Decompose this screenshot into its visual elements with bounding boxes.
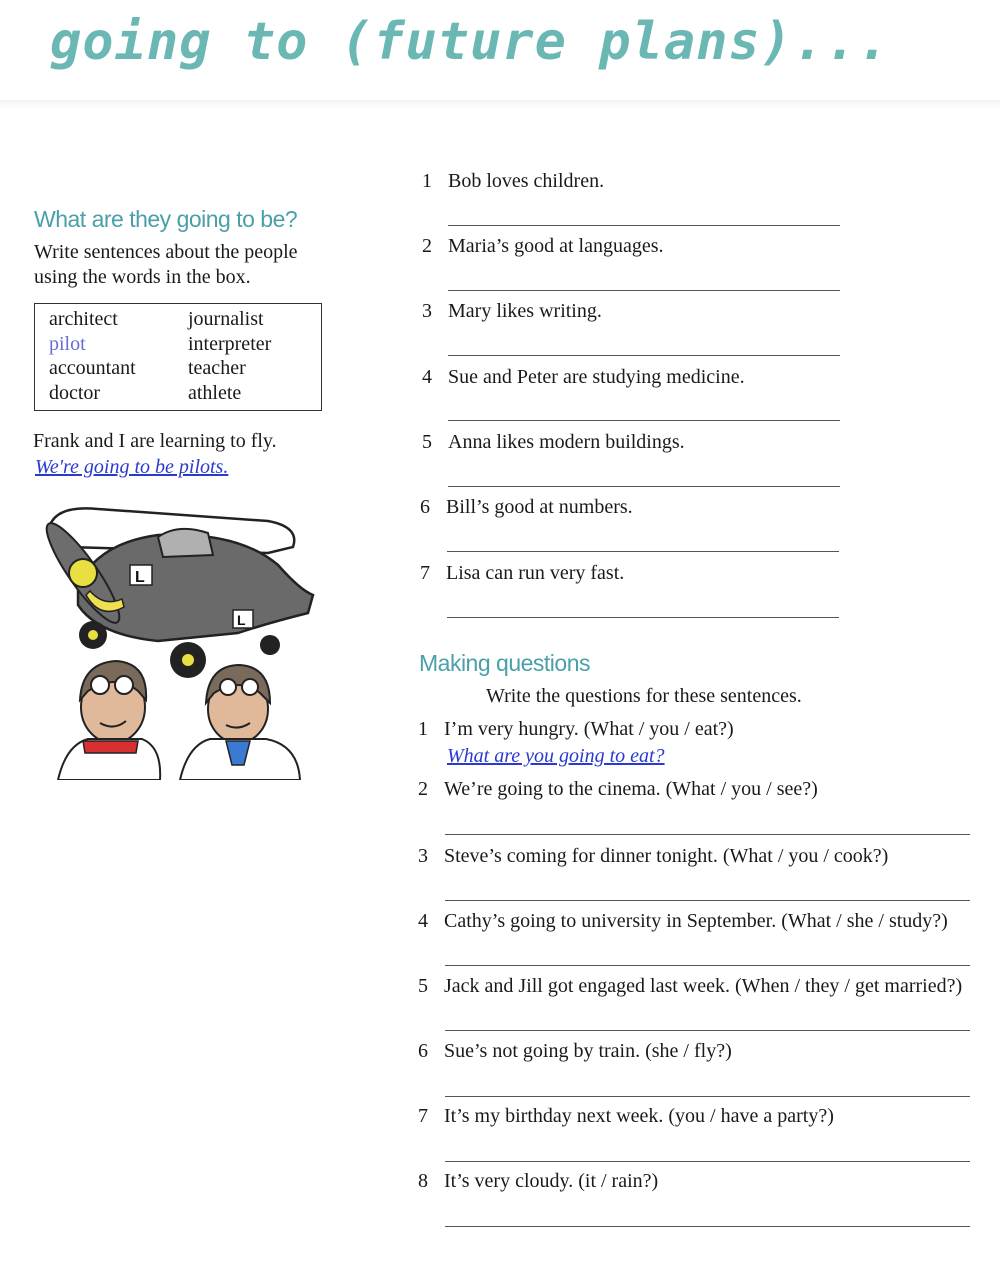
item-number: 5 [422, 431, 432, 453]
word-accountant: accountant [49, 357, 136, 379]
item-text: We’re going to the cinema. (What / you / see?) [444, 778, 818, 800]
word-architect: architect [49, 308, 118, 330]
exercise1-heading: What are they going to be? [34, 206, 298, 232]
ex1-answer-line-6[interactable] [447, 551, 839, 552]
item-text: It’s very cloudy. (it / rain?) [444, 1170, 659, 1192]
ex2-answer-line-8[interactable] [445, 1226, 970, 1227]
word-box-column-1 [49, 307, 136, 405]
item-text: I’m very hungry. (What / you / eat?) [444, 718, 734, 740]
exercise1-instructions [34, 240, 298, 290]
item-number: 2 [422, 235, 432, 257]
ex1-item-3 [422, 300, 602, 323]
item-text: Cathy’s going to university in September. (What / she / study?) [444, 910, 948, 932]
item-text: Bob loves children. [448, 170, 605, 192]
ex1-answer-line-2[interactable] [448, 290, 840, 291]
ex2-item-4 [418, 910, 948, 933]
item-text: Lisa can run very fast. [446, 562, 625, 584]
item-text: Maria’s good at languages. [448, 235, 664, 257]
ex2-answer-line-4[interactable] [445, 965, 970, 966]
item-text: Mary likes writing. [448, 300, 602, 322]
ex2-answer-line-5[interactable] [445, 1030, 970, 1031]
ex2-item-7 [418, 1105, 834, 1128]
item-text: Anna likes modern buildings. [448, 431, 685, 453]
word-pilot: pilot [49, 332, 86, 355]
ex1-answer-line-7[interactable] [447, 617, 839, 618]
ex2-item-2 [418, 778, 818, 801]
ex2-item-3 [418, 845, 888, 868]
item-number: 6 [420, 496, 430, 518]
item-number: 7 [420, 562, 430, 584]
word-box-column-2 [188, 307, 271, 405]
word-box [34, 303, 322, 411]
item-text: It’s my birthday next week. (you / have a party?) [444, 1105, 834, 1127]
example-answer: We're going to be pilots. [35, 456, 229, 478]
exercise2-instructions: Write the questions for these sentences. [486, 685, 802, 707]
item-text: Jack and Jill got engaged last week. (When / they / get married?) [444, 975, 963, 997]
scan-shadow [0, 100, 1000, 110]
item-text: Steve’s coming for dinner tonight. (What / you / cook?) [444, 845, 889, 867]
ex2-answer-line-6[interactable] [445, 1096, 970, 1097]
item-text: Sue’s not going by train. (she / fly?) [444, 1040, 732, 1062]
ex2-item-6 [418, 1040, 732, 1063]
item-number: 4 [422, 366, 432, 388]
item-number: 3 [422, 300, 432, 322]
example-sentence: Frank and I are learning to fly. [33, 430, 277, 452]
word-doctor: doctor [49, 381, 101, 404]
item-number: 7 [418, 1105, 428, 1127]
exercise2-heading: Making questions [419, 650, 590, 676]
item-number: 1 [418, 718, 428, 740]
item-number: 1 [422, 170, 432, 192]
svg-text:L: L [237, 612, 246, 628]
ex2-item-8 [418, 1170, 658, 1193]
word-teacher: teacher [188, 357, 246, 379]
ex1-answer-line-3[interactable] [448, 355, 840, 356]
page-title: going to (future plans)... [50, 12, 890, 72]
ex1-item-5 [422, 431, 685, 454]
ex2-answer-line-3[interactable] [445, 900, 970, 901]
word-journalist: journalist [188, 308, 264, 330]
item-number: 3 [418, 845, 428, 867]
ex2-answer-line-2[interactable] [445, 834, 970, 835]
ex1-item-7 [420, 562, 624, 585]
ex2-example-answer: What are you going to eat? [447, 745, 665, 767]
item-number: 8 [418, 1170, 428, 1192]
pilots-airplane-illustration [38, 495, 318, 780]
ex1-item-6 [420, 496, 633, 519]
item-text: Bill’s good at numbers. [446, 496, 633, 518]
word-interpreter: interpreter [188, 332, 272, 355]
ex2-item-5 [418, 975, 962, 998]
ex2-answer-line-7[interactable] [445, 1161, 970, 1162]
ex1-item-4 [422, 366, 745, 389]
item-number: 5 [418, 975, 428, 997]
ex1-answer-line-5[interactable] [448, 486, 840, 487]
ex1-item-2 [422, 235, 664, 258]
item-number: 4 [418, 910, 428, 932]
item-number: 6 [418, 1040, 428, 1062]
ex1-item-1 [422, 170, 604, 193]
item-number: 2 [418, 778, 428, 800]
ex1-answer-line-4[interactable] [448, 420, 840, 421]
word-athlete: athlete [188, 381, 242, 404]
item-text: Sue and Peter are studying medicine. [448, 366, 745, 388]
svg-text:L: L [135, 569, 145, 586]
ex1-answer-line-1[interactable] [448, 225, 840, 226]
instructions-line-2: using the words in the box. [34, 266, 251, 288]
instructions-line-1: Write sentences about the people [34, 241, 298, 263]
ex2-item-1 [418, 718, 734, 741]
